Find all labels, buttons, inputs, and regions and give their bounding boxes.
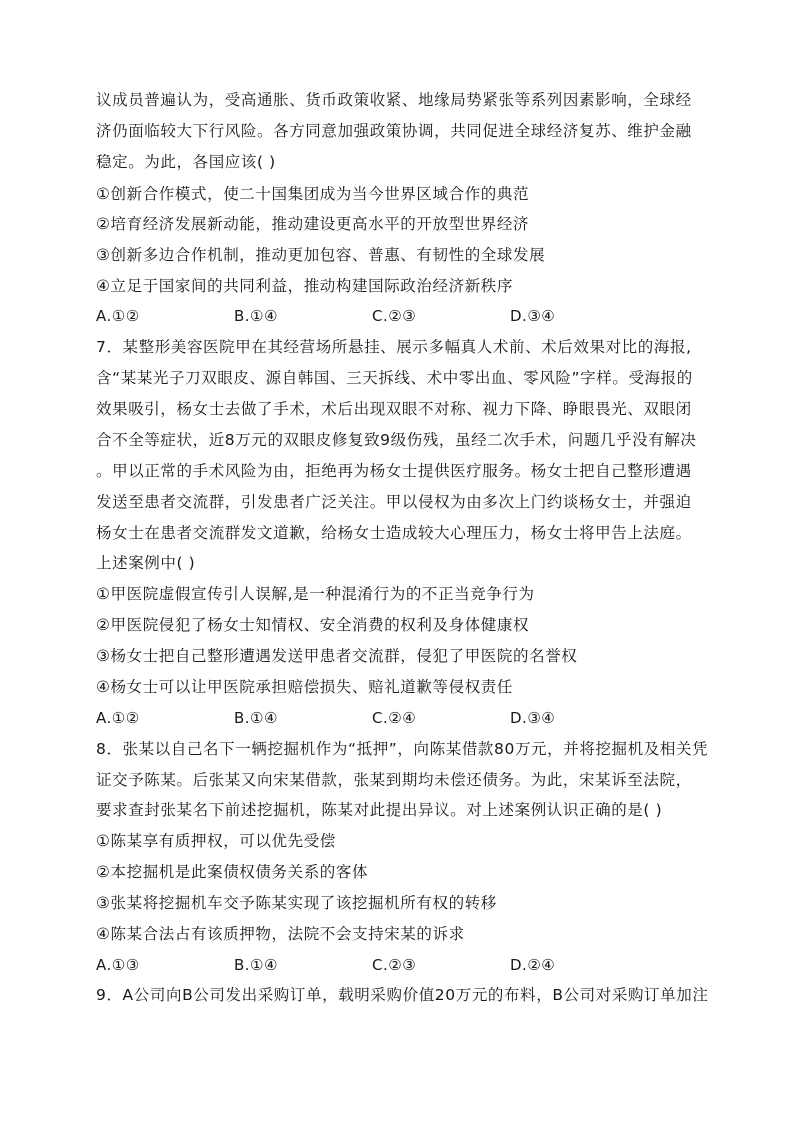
q7-option-d: D.③④ xyxy=(510,709,556,727)
q6-option-b: B.①④ xyxy=(234,307,278,325)
q6-item-2: ②培育经济发展新动能，推动建设更高水平的开放型世界经济 xyxy=(96,215,530,233)
q7-option-c: C.②④ xyxy=(372,709,417,727)
q7-option-b: B.①④ xyxy=(234,709,278,727)
q6-item-4: ④立足于国家间的共同利益，推动构建国际政治经济新秩序 xyxy=(96,277,513,295)
q6-option-a: A.①② xyxy=(96,307,140,325)
q8-option-d: D.②④ xyxy=(510,956,556,974)
q7-stem-line-4: 合不全等症状，近8万元的双眼皮修复致9级伤残，虽经二次手术，问题几乎没有解决 xyxy=(96,431,697,449)
q8-item-1: ①陈某享有质押权，可以优先受偿 xyxy=(96,832,336,850)
q7-stem-line-7: 杨女士在患者交流群发文道歉，给杨女士造成较大心理压力，杨女士将甲告上法庭。 xyxy=(96,524,692,542)
q6-item-1: ①创新合作模式，使二十国集团成为当今世界区域合作的典范 xyxy=(96,185,530,203)
q7-item-3: ③杨女士把自己整形遭遇发送甲患者交流群，侵犯了甲医院的名誉权 xyxy=(96,647,578,665)
q6-option-c: C.②③ xyxy=(372,307,417,325)
q6-option-d: D.③④ xyxy=(510,307,556,325)
q7-stem-line-6: 发送至患者交流群，引发患者广泛关注。甲以侵权为由多次上门约谈杨女士，并强迫 xyxy=(96,493,692,511)
q9-stem-line-1: 9．A公司向B公司发出采购订单，载明采购价值20万元的布料，B公司对采购订单加注 xyxy=(96,986,709,1004)
q7-item-4: ④杨女士可以让甲医院承担赔偿损失、赔礼道歉等侵权责任 xyxy=(96,678,513,696)
q7-stem-line-3: 效果吸引，杨女士去做了手术，术后出现双眼不对称、视力下降、睁眼畏光、双眼闭 xyxy=(96,400,692,418)
q7-stem-line-8: 上述案例中( ) xyxy=(96,554,196,572)
intro-line-2: 济仍面临较大下行风险。各方同意加强政策协调，共同促进全球经济复苏、维护金融 xyxy=(96,122,692,140)
q8-option-a: A.①③ xyxy=(96,956,140,974)
intro-line-1: 议成员普遍认为，受高通胀、货币政策收紧、地缘局势紧张等系列因素影响，全球经 xyxy=(96,91,692,109)
q7-option-a: A.①② xyxy=(96,709,140,727)
q7-stem-line-5: 。甲以正常的手术风险为由，拒绝再为杨女士提供医疗服务。杨女士把自己整形遭遇 xyxy=(96,462,692,480)
q7-stem-line-1: 7．某整形美容医院甲在其经营场所悬挂、展示多幅真人术前、术后效果对比的海报, xyxy=(96,338,692,356)
q8-item-4: ④陈某合法占有该质押物，法院不会支持宋某的诉求 xyxy=(96,925,465,943)
q8-stem-line-3: 要求查封张某名下前述挖掘机，陈某对此提出异议。对上述案例认识正确的是( ) xyxy=(96,801,663,819)
q8-item-2: ②本挖掘机是此案债权债务关系的客体 xyxy=(96,863,369,881)
q7-options xyxy=(96,708,696,728)
q7-item-2: ②甲医院侵犯了杨女士知情权、安全消费的权利及身体健康权 xyxy=(96,616,530,634)
q8-stem-line-1: 8．张某以自己名下一辆挖掘机作为“抵押”，向陈某借款80万元，并将挖掘机及相关凭 xyxy=(96,740,709,758)
intro-line-3: 稳定。为此，各国应该( ) xyxy=(96,153,276,171)
q6-item-3: ③创新多边合作机制，推动更加包容、普惠、有韧性的全球发展 xyxy=(96,246,546,264)
q8-options xyxy=(96,955,696,975)
q7-item-1: ①甲医院虚假宣传引人误解,是一种混淆行为的不正当竞争行为 xyxy=(96,585,535,603)
q6-options xyxy=(96,306,696,326)
q8-stem-line-2: 证交予陈某。后张某又向宋某借款，张某到期均未偿还债务。为此，宋某诉至法院， xyxy=(96,771,692,789)
q8-option-c: C.②③ xyxy=(372,956,417,974)
q8-option-b: B.①④ xyxy=(234,956,278,974)
q8-item-3: ③张某将挖掘机车交予陈某实现了该挖掘机所有权的转移 xyxy=(96,894,497,912)
q7-stem-line-2: 含“某某光子刀双眼皮、源自韩国、三天拆线、术中零出血、零风险”字样。受海报的 xyxy=(96,369,693,387)
